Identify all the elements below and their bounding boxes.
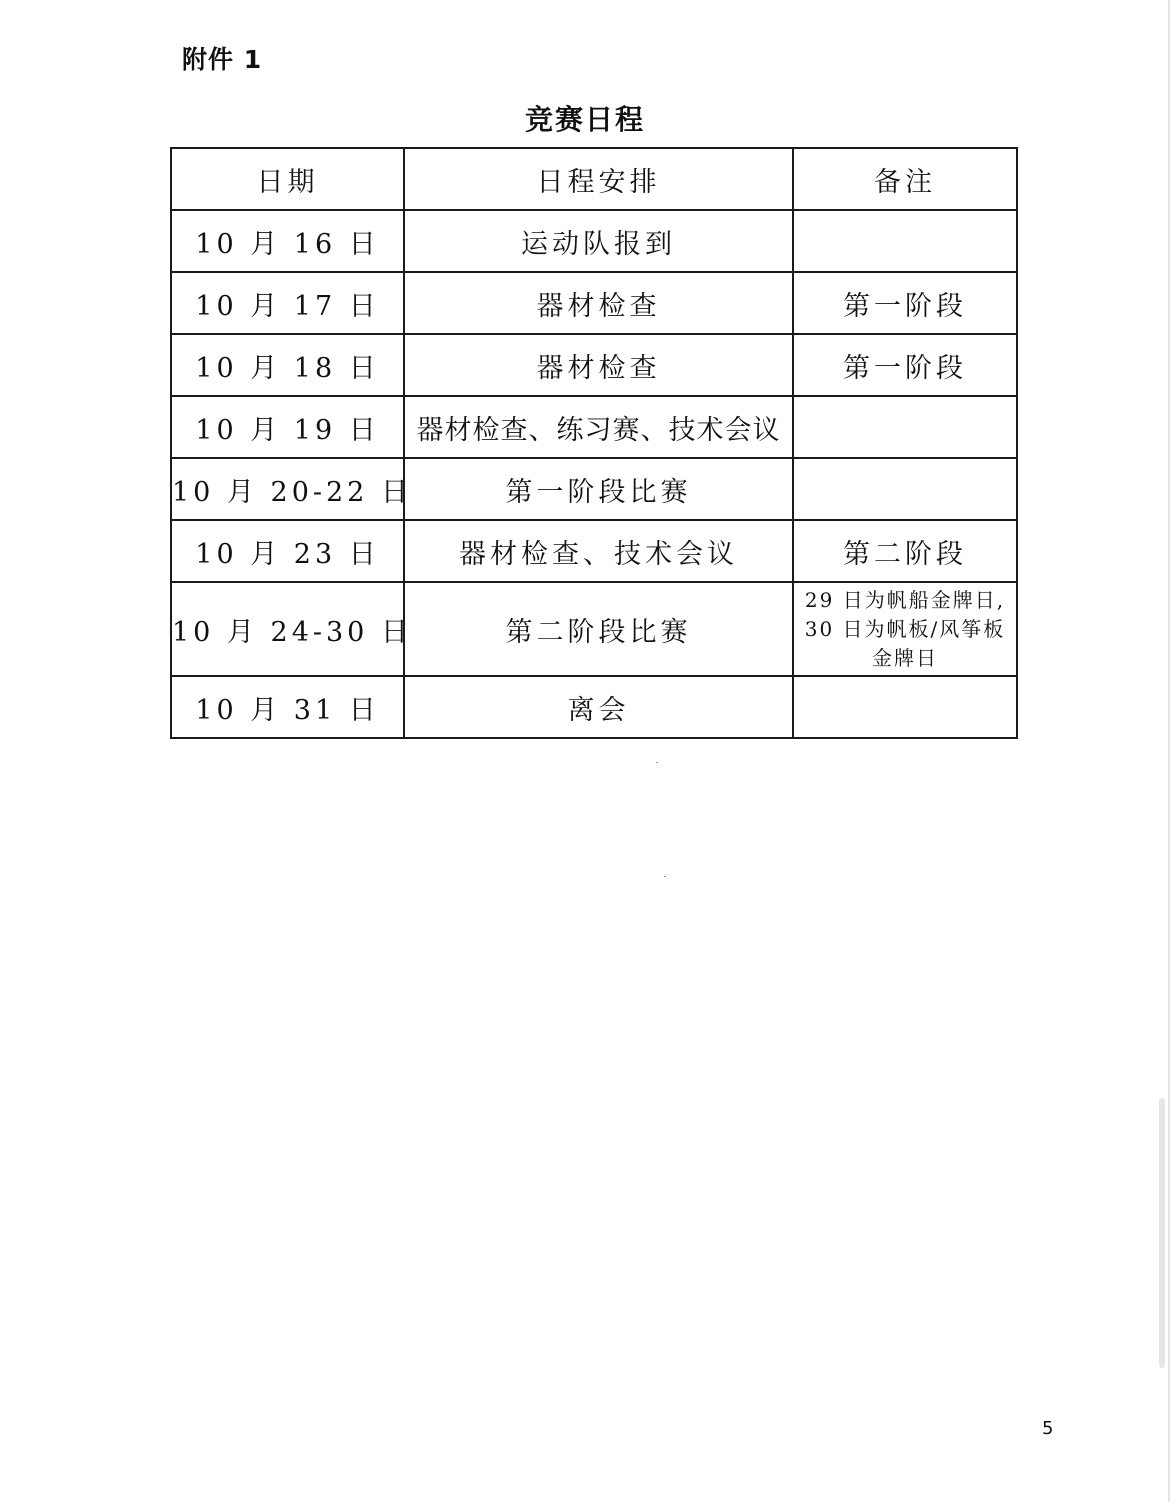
- note-cell: 第一阶段: [793, 334, 1017, 396]
- page-title: 竞赛日程: [524, 103, 645, 136]
- schedule-cell: 器材检查、练习赛、技术会议: [404, 396, 793, 458]
- schedule-cell: 第二阶段比赛: [404, 582, 793, 676]
- schedule-cell: 器材检查: [404, 272, 793, 334]
- date-cell: 10 月 18 日: [171, 334, 404, 396]
- note-cell: 第一阶段: [793, 272, 1017, 334]
- date-cell: 10 月 24-30 日: [171, 582, 404, 676]
- date-cell: 10 月 23 日: [171, 520, 404, 582]
- note-cell: [793, 458, 1017, 520]
- date-cell: 10 月 16 日: [171, 210, 404, 272]
- schedule-cell: 第一阶段比赛: [404, 458, 793, 520]
- scan-speck: [656, 762, 658, 763]
- column-header-note: 备注: [793, 148, 1017, 210]
- note-cell: 第二阶段: [793, 520, 1017, 582]
- note-cell: [793, 676, 1017, 738]
- date-cell: 10 月 31 日: [171, 676, 404, 738]
- date-cell: 10 月 19 日: [171, 396, 404, 458]
- table-row: [171, 334, 1017, 396]
- page-number: 5: [1042, 1418, 1054, 1439]
- schedule-cell: 运动队报到: [404, 210, 793, 272]
- note-line: 30 日为帆板/风筝板: [804, 616, 1006, 641]
- table-header-row: [171, 148, 1017, 210]
- note-cell: [793, 210, 1017, 272]
- table-row: [171, 676, 1017, 738]
- table-row: [171, 396, 1017, 458]
- date-cell: 10 月 20-22 日: [171, 458, 404, 520]
- attachment-label: 附件 1: [182, 45, 263, 74]
- schedule-table: [170, 147, 1018, 739]
- scan-speck: [664, 876, 666, 877]
- table-row: [171, 272, 1017, 334]
- note-cell: [793, 582, 1017, 676]
- table-row: [171, 210, 1017, 272]
- note-cell: [793, 396, 1017, 458]
- table-row: [171, 520, 1017, 582]
- note-line: 金牌日: [872, 645, 938, 670]
- note-line: 29 日为帆船金牌日,: [804, 587, 1006, 612]
- table-row: [171, 582, 1017, 676]
- column-header-date: 日期: [171, 148, 404, 210]
- scrollbar[interactable]: [1159, 1098, 1165, 1368]
- schedule-cell: 器材检查、技术会议: [404, 520, 793, 582]
- schedule-cell: 离会: [404, 676, 793, 738]
- table-row: [171, 458, 1017, 520]
- date-cell: 10 月 17 日: [171, 272, 404, 334]
- schedule-cell: 器材检查: [404, 334, 793, 396]
- column-header-schedule: 日程安排: [404, 148, 793, 210]
